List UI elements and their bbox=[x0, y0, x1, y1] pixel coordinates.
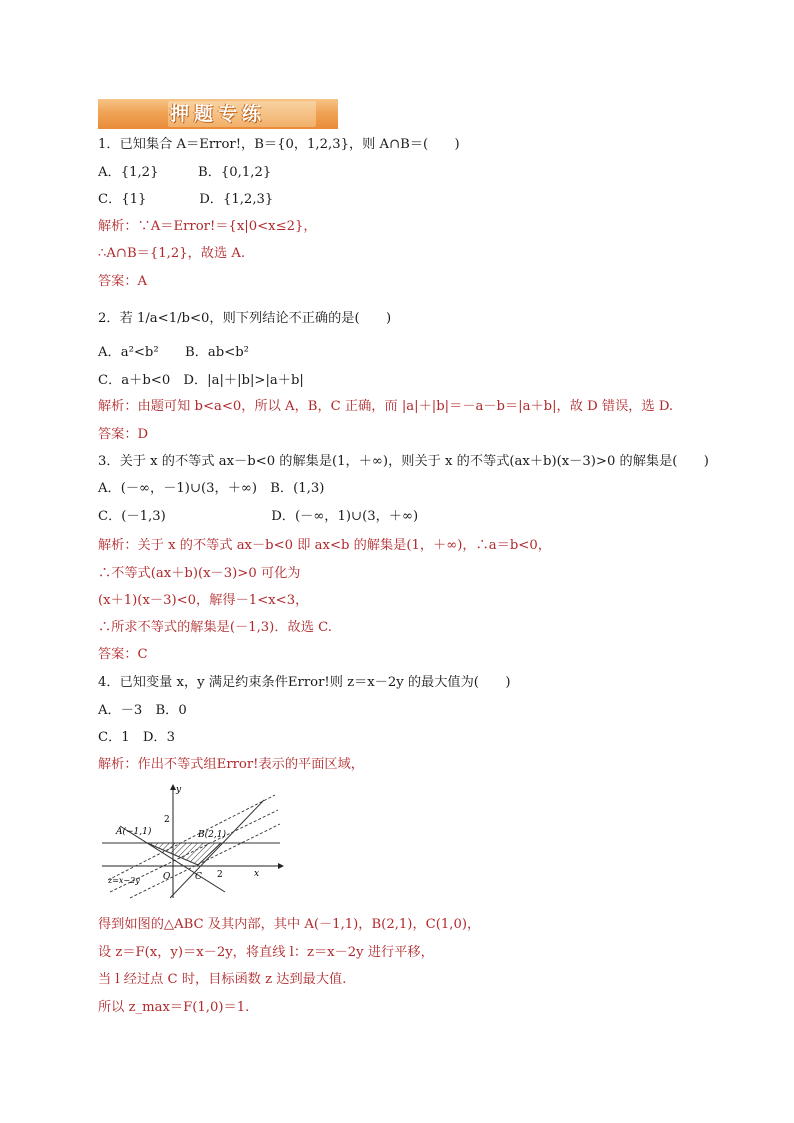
section-banner bbox=[98, 99, 338, 129]
solution-line: ∴所求不等式的解集是(－1,3)．故选 C. bbox=[98, 620, 332, 635]
question-line: C．1 D．3 bbox=[98, 730, 176, 745]
solution-line: 解析：∵A＝Error!＝{x|0<x≤2}， bbox=[98, 219, 317, 234]
question-line: A．a²<b² B．ab<b² bbox=[98, 345, 249, 360]
solution-line: ∴A∩B＝{1,2}，故选 A. bbox=[98, 246, 246, 261]
solution-line: ∴不等式(ax＋b)(x－3)>0 可化为 bbox=[98, 566, 301, 581]
solution-line: 解析：关于 x 的不等式 ax－b<0 即 ax<b 的解集是(1，＋∞)，∴a＝b<0， bbox=[98, 538, 551, 553]
question-line: C．a＋b<0 D．|a|＋|b|>|a＋b| bbox=[98, 373, 304, 388]
question-line: A．{1,2} B．{0,1,2} bbox=[98, 165, 272, 180]
solution-line: 答案：C bbox=[98, 647, 148, 662]
question-line: 2．若 1/a<1/b<0，则下列结论不正确的是( ) bbox=[98, 311, 392, 326]
question-line: A．－3 B．0 bbox=[98, 703, 187, 718]
solution-line: 答案：D bbox=[98, 427, 149, 442]
tick-x-2: 2 bbox=[217, 870, 223, 880]
x-axis-arrow bbox=[278, 863, 284, 869]
question-line: 1．已知集合 A＝Error!，B＝{0，1,2,3}，则 A∩B＝( ) bbox=[98, 137, 460, 152]
question-line: C．{1} D．{1,2,3} bbox=[98, 192, 274, 207]
banner-title: 押题专练 bbox=[169, 103, 266, 125]
point-b-label: B(2,1) bbox=[198, 830, 226, 840]
feasible-region-figure bbox=[100, 782, 285, 900]
point-c-label: C bbox=[195, 872, 202, 882]
axis-x-label: x bbox=[254, 869, 260, 879]
dashed-line-1 bbox=[108, 795, 275, 880]
tick-y-2: 2 bbox=[164, 815, 170, 825]
question-line: A．(－∞，－1)∪(3，＋∞) B．(1,3) bbox=[98, 481, 325, 496]
objective-line-label: z=x−2y bbox=[108, 876, 140, 885]
point-a-label: A(−1,1) bbox=[116, 827, 152, 837]
solution-line: 当 l 经过点 C 时，目标函数 z 达到最大值. bbox=[98, 972, 347, 987]
solution-line: 解析：作出不等式组Error!表示的平面区域， bbox=[98, 757, 364, 772]
solution-line: 得到如图的△ABC 及其内部，其中 A(－1,1)，B(2,1)，C(1,0)， bbox=[98, 917, 481, 932]
axis-y-label: y bbox=[176, 785, 182, 795]
origin-label: O bbox=[163, 872, 171, 882]
solution-line: (x＋1)(x－3)<0，解得－1<x<3， bbox=[98, 593, 309, 608]
solution-line: 所以 z_max＝F(1,0)＝1. bbox=[98, 1000, 250, 1015]
question-line: 4．已知变量 x，y 满足约束条件Error!则 z＝x－2y 的最大值为( ) bbox=[98, 675, 511, 690]
solution-line: 解析：由题可知 b<a<0，所以 A，B，C 正确，而 |a|＋|b|＝－a－b＝|a＋b|，故 D 错误，选 D. bbox=[98, 399, 674, 414]
solution-line: 答案：A bbox=[98, 274, 148, 289]
question-line: C．(－1,3) D．(－∞，1)∪(3，＋∞) bbox=[98, 509, 419, 524]
question-line: 3．关于 x 的不等式 ax－b<0 的解集是(1，＋∞)，则关于 x 的不等式(ax＋b)(x－3)>0 的解集是( ) bbox=[98, 454, 709, 469]
region-graph bbox=[100, 782, 285, 900]
solution-line: 设 z＝F(x，y)＝x－2y，将直线 l：z＝x－2y 进行平移， bbox=[98, 945, 434, 960]
